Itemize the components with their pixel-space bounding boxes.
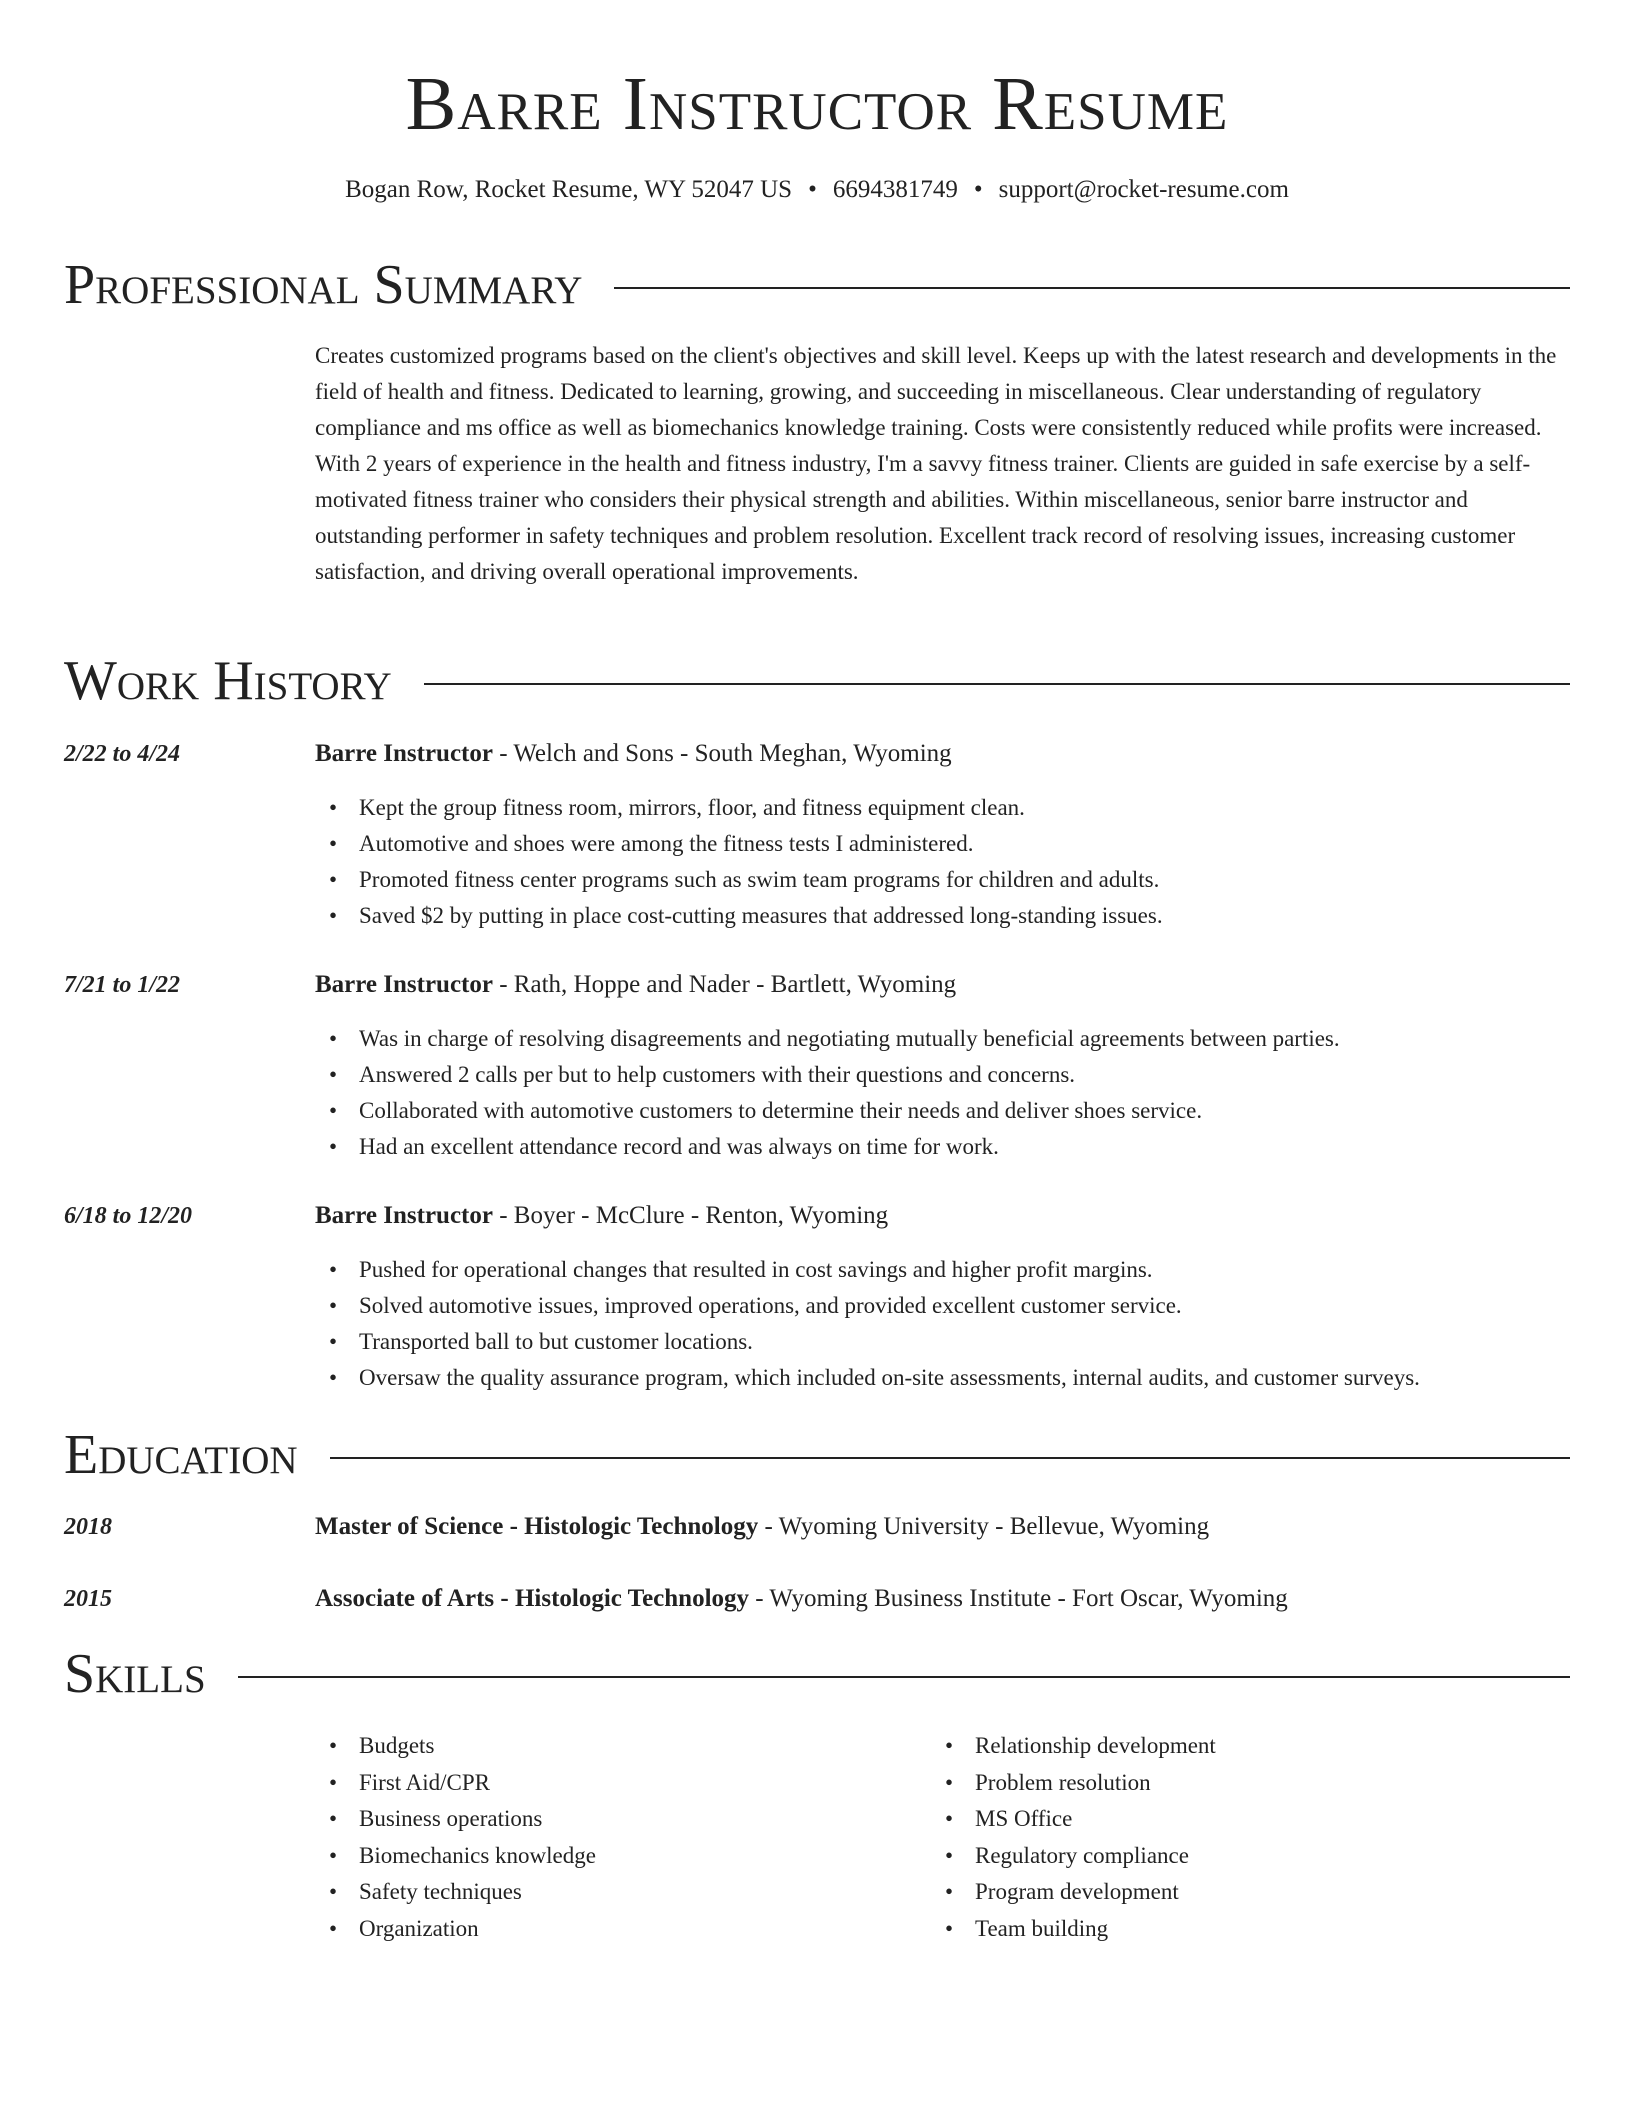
job-bullets <box>315 1252 1565 1396</box>
skill-item: • Regulatory compliance <box>931 1838 1531 1875</box>
list-item: • Was in charge of resolving disagreements and negotiating mutually beneficial agreements between parties. <box>315 1021 1565 1057</box>
section-divider <box>330 1457 1570 1459</box>
list-item: • Promoted fitness center programs such as swim team programs for children and adults. <box>315 862 1565 898</box>
list-item: • Oversaw the quality assurance program, which included on-site assessments, internal audits, and customer surveys. <box>315 1360 1565 1396</box>
section-header-work-history <box>64 648 1570 714</box>
section-header-skills <box>64 1641 1570 1707</box>
section-header-education <box>64 1422 1570 1488</box>
resume-title: Barre Instructor Resume <box>405 62 1229 146</box>
skill-item: • First Aid/CPR <box>315 1765 915 1802</box>
list-item: • Saved $2 by putting in place cost-cutting measures that addressed long-standing issues. <box>315 898 1565 934</box>
school: - Wyoming Business Institute - Fort Oscar, Wyoming <box>749 1585 1288 1612</box>
job-bullets <box>315 790 1565 934</box>
address: Bogan Row, Rocket Resume, WY 52047 US <box>345 176 793 203</box>
skill-item: • Relationship development <box>931 1728 1531 1765</box>
separator: • <box>808 176 817 203</box>
job-title: Barre Instructor <box>315 1202 493 1229</box>
degree: Master of Science - Histologic Technology <box>315 1513 759 1540</box>
list-item: • Solved automotive issues, improved operations, and provided excellent customer service. <box>315 1288 1565 1324</box>
list-item: • Had an excellent attendance record and was always on time for work. <box>315 1129 1565 1165</box>
section-divider <box>238 1676 1570 1678</box>
job-heading <box>315 737 952 771</box>
skill-item: • Problem resolution <box>931 1765 1531 1802</box>
skill-item: • Program development <box>931 1874 1531 1911</box>
list-item: • Pushed for operational changes that resulted in cost savings and higher profit margins. <box>315 1252 1565 1288</box>
skills-list-right <box>931 1728 1531 1947</box>
list-item: • Answered 2 calls per but to help customers with their questions and concerns. <box>315 1057 1565 1093</box>
section-title: Education <box>64 1424 298 1486</box>
phone: 6694381749 <box>832 176 958 203</box>
education-year: 2018 <box>64 1514 112 1540</box>
job-title: Barre Instructor <box>315 971 493 998</box>
job-heading <box>315 1199 888 1233</box>
skill-item: • Organization <box>315 1911 915 1948</box>
skill-item: • Budgets <box>315 1728 915 1765</box>
job-title: Barre Instructor <box>315 740 493 767</box>
job-employer: - Boyer - McClure - Renton, Wyoming <box>492 1202 889 1229</box>
email: support@rocket-resume.com <box>998 176 1289 203</box>
section-divider <box>614 287 1570 289</box>
job-employer: - Welch and Sons - South Meghan, Wyoming <box>492 740 952 767</box>
section-title: Professional Summary <box>64 254 583 316</box>
job-dates: 6/18 to 12/20 <box>64 1203 193 1229</box>
job-bullets <box>315 1021 1565 1165</box>
section-divider <box>424 683 1570 685</box>
contact-line <box>64 174 1570 206</box>
skill-item: • Business operations <box>315 1801 915 1838</box>
education-entry <box>315 1582 1288 1616</box>
skill-item: • Biomechanics knowledge <box>315 1838 915 1875</box>
education-entry <box>315 1510 1209 1544</box>
list-item: • Kept the group fitness room, mirrors, floor, and fitness equipment clean. <box>315 790 1565 826</box>
skill-item: • Team building <box>931 1911 1531 1948</box>
list-item: • Automotive and shoes were among the fitness tests I administered. <box>315 826 1565 862</box>
skill-item: • MS Office <box>931 1801 1531 1838</box>
summary-text: Creates customized programs based on the client's objectives and skill level. Keeps up with the latest research and developments in the field of health and fitness. Dedicated to learning, growing, and succeeding in miscellaneous. Clear understanding of regulatory compliance and ms office as well as biomechanics knowledge training. Costs were consistently reduced while profits were increased. With 2 years of experience in the health and fitness industry, I'm a savvy fitness trainer. Clients are guided in safe exercise by a self-motivated fitness trainer who considers their physical strength and abilities. Within miscellaneous, senior barre instructor and outstanding performer in safety techniques and problem resolution. Excellent track record of resolving issues, increasing customer satisfaction, and driving overall operational improvements. <box>315 343 1557 584</box>
skills-list-left <box>315 1728 915 1947</box>
education-year: 2015 <box>64 1586 112 1612</box>
job-dates: 2/22 to 4/24 <box>64 741 181 767</box>
school: - Wyoming University - Bellevue, Wyoming <box>758 1513 1210 1540</box>
list-item: • Collaborated with automotive customers to determine their needs and deliver shoes service. <box>315 1093 1565 1129</box>
degree: Associate of Arts - Histologic Technology <box>315 1585 750 1612</box>
list-item: • Transported ball to but customer locations. <box>315 1324 1565 1360</box>
section-title: Work History <box>64 650 392 712</box>
separator: • <box>973 176 983 203</box>
section-header-summary <box>64 252 1570 318</box>
job-dates: 7/21 to 1/22 <box>64 972 181 998</box>
skill-item: • Safety techniques <box>315 1874 915 1911</box>
job-employer: - Rath, Hoppe and Nader - Bartlett, Wyoming <box>492 971 957 998</box>
section-title: Skills <box>64 1643 206 1705</box>
job-heading <box>315 968 956 1002</box>
